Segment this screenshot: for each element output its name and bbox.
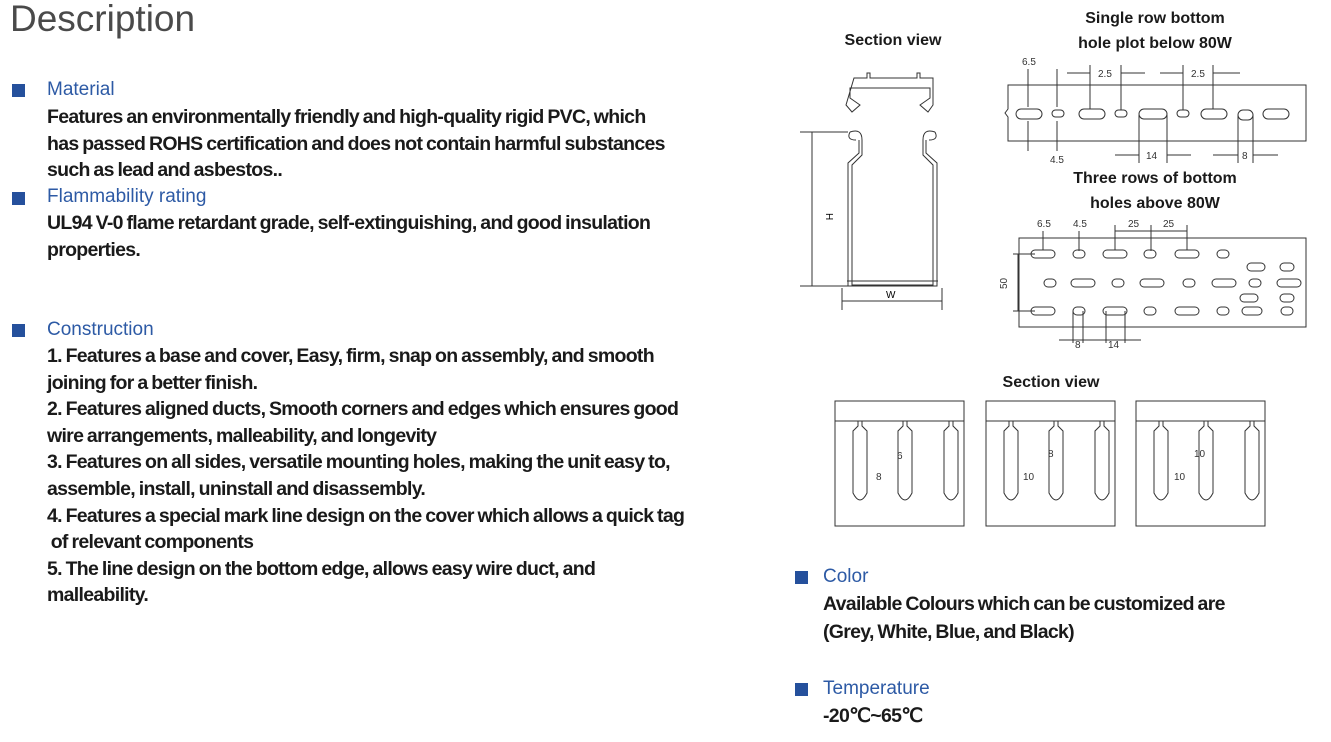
bullet-icon [795, 571, 808, 584]
dim-label: 6.5 [1037, 219, 1051, 230]
mounting-hole [1280, 294, 1294, 302]
construction-text [47, 343, 684, 609]
text-line: (Grey, White, Blue, and Black) [823, 620, 1074, 643]
dim-label: 14 [1146, 151, 1158, 162]
construction-heading: Construction [47, 319, 154, 340]
mounting-hole [1247, 263, 1265, 271]
mounting-hole [1217, 307, 1229, 315]
dim-label: 8 [1242, 151, 1248, 162]
section-shape [1245, 421, 1259, 500]
text-line: assemble, install, uninstall and disassembly. [47, 477, 426, 500]
three-rows-hole-diagram [995, 213, 1315, 353]
dim-label: 6 [897, 451, 903, 462]
dim-label: 8 [1075, 340, 1081, 351]
text-line: UL94 V-0 flame retardant grade, self-extinguishing, and good insulation [47, 212, 651, 234]
section-shape [986, 401, 1115, 526]
mounting-hole [1140, 279, 1164, 287]
color-text [823, 591, 1225, 646]
bullet-icon [12, 192, 25, 205]
mounting-hole [1277, 279, 1301, 287]
text-line: 4. Features a special mark line design on the cover which allows a quick tag [47, 504, 685, 527]
temperature-text [823, 703, 922, 730]
section-shape [1136, 401, 1265, 526]
dim-label: 50 [999, 277, 1010, 289]
dim-label: 4.5 [1050, 155, 1064, 165]
color-heading: Color [823, 566, 869, 587]
cover-shape [846, 73, 933, 112]
text-line: properties. [47, 238, 141, 261]
mounting-hole [1280, 263, 1294, 271]
bullet-icon [12, 84, 25, 97]
mounting-hole [1044, 279, 1056, 287]
text-line: -20℃~65℃ [823, 705, 923, 727]
section-view-label: Section view [1002, 374, 1100, 391]
dim-label: 25 [1128, 219, 1140, 230]
flammability-heading: Flammability rating [47, 186, 207, 207]
text-line: 2. Features aligned ducts, Smooth corners and edges which ensures good [47, 398, 679, 421]
material-heading: Material [47, 79, 115, 100]
label-line: Single row bottom [1085, 10, 1225, 27]
text-line: of relevant components [47, 531, 254, 554]
mounting-hole [1112, 279, 1124, 287]
section-shape [1095, 421, 1109, 500]
section-shape [1199, 421, 1213, 500]
dim-label: 10 [1194, 449, 1206, 460]
section-shape [835, 401, 964, 526]
text-line: has passed ROHS certification and does not contain harmful substances [47, 132, 665, 155]
section-shape [944, 421, 958, 500]
section-shape [1004, 421, 1018, 500]
dim-label: 14 [1108, 340, 1120, 351]
profile-label: Section view [844, 32, 942, 49]
text-line: Features an environmentally friendly and high-quality rigid PVC, which [47, 106, 646, 128]
bullet-icon [795, 683, 808, 696]
mounting-hole [1212, 279, 1236, 287]
text-line: 1. Features a base and cover, Easy, firm, snap on assembly, and smooth [47, 345, 654, 367]
text-line: wire arrangements, malleability, and longevity [47, 424, 437, 447]
three-rows-label [1055, 166, 1255, 216]
mounting-hole [1240, 294, 1258, 302]
text-line: malleability. [47, 584, 149, 607]
duct-profile-diagram [790, 60, 970, 310]
mounting-hole [1073, 250, 1085, 258]
mounting-hole [1103, 250, 1127, 258]
mounting-hole [1071, 279, 1095, 287]
base-shape [849, 131, 936, 285]
bullet-icon [12, 324, 25, 337]
mounting-hole [1175, 307, 1199, 315]
section-shape [1154, 421, 1168, 500]
dim-label: 6.5 [1022, 57, 1036, 68]
page-title: Description [10, 0, 196, 39]
label-line: Three rows of bottom [1073, 170, 1237, 187]
section-view-diagram [830, 395, 1270, 530]
mounting-hole [1281, 307, 1293, 315]
material-text [47, 104, 665, 184]
mounting-hole [1144, 307, 1156, 315]
dim-label: 8 [876, 472, 882, 483]
text-line: joining for a better finish. [47, 371, 258, 394]
text-line: 5. The line design on the bottom edge, allows easy wire duct, and [47, 557, 596, 580]
height-label: H [823, 213, 834, 221]
dim-label: 10 [1023, 472, 1035, 483]
label-line: hole plot below 80W [1078, 35, 1232, 52]
text-line: 3. Features on all sides, versatile mounting holes, making the unit easy to, [47, 451, 670, 474]
dim-label: 10 [1174, 472, 1186, 483]
label-line: holes above 80W [1090, 195, 1220, 212]
text-line: Available Colours which can be customized are [823, 593, 1225, 615]
mounting-hole [1175, 250, 1199, 258]
section-shape [1049, 421, 1063, 500]
text-line: such as lead and asbestos.. [47, 159, 283, 182]
dim-label: 4.5 [1073, 219, 1087, 230]
dim-label: 25 [1163, 219, 1175, 230]
single-row-label [1055, 6, 1255, 56]
mounting-hole [1249, 279, 1261, 287]
flammability-text [47, 210, 650, 263]
mounting-hole [1183, 279, 1195, 287]
mounting-hole [1242, 307, 1262, 315]
dim-label: 8 [1048, 449, 1054, 460]
mounting-hole [1144, 250, 1156, 258]
mounting-hole [1217, 250, 1229, 258]
section-shape [853, 421, 867, 500]
dim-label: 2.5 [1098, 69, 1112, 80]
single-row-hole-diagram [995, 55, 1315, 165]
dim-label: 2.5 [1191, 69, 1205, 80]
temperature-heading: Temperature [823, 678, 930, 699]
mounting-hole [1103, 307, 1127, 315]
width-label: W [886, 290, 896, 301]
